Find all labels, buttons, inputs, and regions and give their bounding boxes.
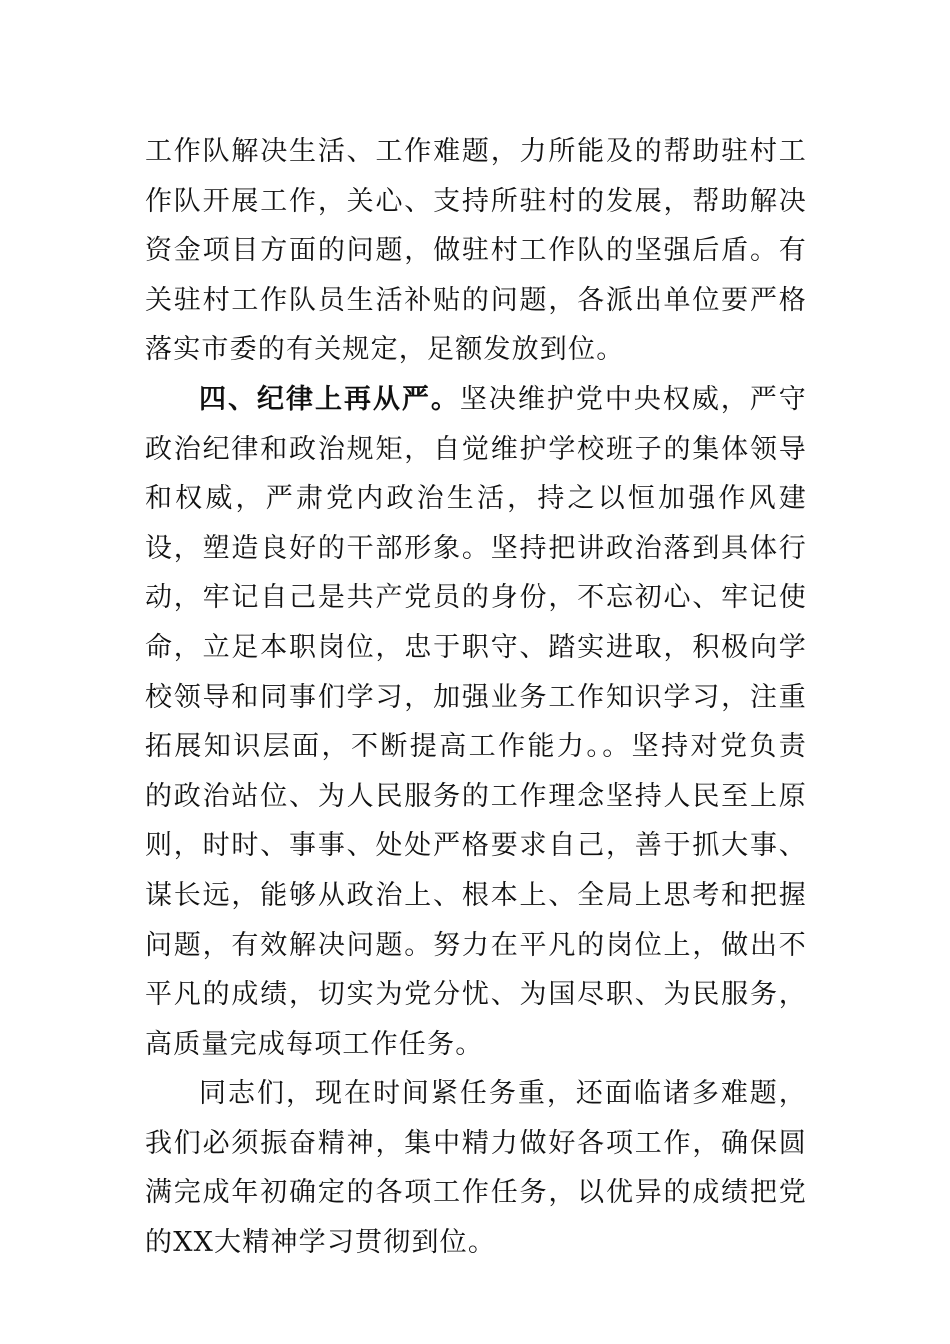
paragraph-text: 坚决维护党中央权威，严守政治纪律和政治规矩，自觉维护学校班子的集体领导和权威，严肃党内政治生活，持之以恒加强作风建设，塑造良好的干部形象。坚持把讲政治落到具体行动，牢记自己是共产党员的身份，不忘初心、牢记使命，立足本职岗位，忠于职守、踏实进取，积极向学校领导和同事们学习，加强业务工作知识学习，注重拓展知识层面，不断提高工作能力。。坚持对党负责的政治站位、为人民服务的工作理念坚持人民至上原则，时时、事事、处处严格要求自己，善于抓大事、谋长远，能够从政治上、根本上、全局上思考和把握问题，有效解决问题。努力在平凡的岗位上，做出不平凡的成绩，切实为党分忧、为国尽职、为民服务，高质量完成每项工作任务。	[145, 383, 807, 1060]
paragraph-continuation	[145, 127, 807, 375]
paragraph-closing	[145, 1069, 807, 1267]
paragraph-text: 工作队解决生活、工作难题，力所能及的帮助驻村工作队开展工作，关心、支持所驻村的发展，帮助解决资金项目方面的问题，做驻村工作队的坚强后盾。有关驻村工作队员生活补贴的问题，各派出单位要严格落实市委的有关规定，足额发放到位。	[145, 136, 807, 366]
paragraph-text: 同志们，现在时间紧任务重，还面临诸多难题，我们必须振奋精神，集中精力做好各项工作，确保圆满完成年初确定的各项工作任务，以优异的成绩把党的XX大精神学习贯彻到位。	[145, 1078, 807, 1259]
document-page	[145, 127, 807, 1268]
section-heading: 四、纪律上再从严。	[199, 383, 460, 415]
paragraph-discipline	[145, 375, 807, 1069]
